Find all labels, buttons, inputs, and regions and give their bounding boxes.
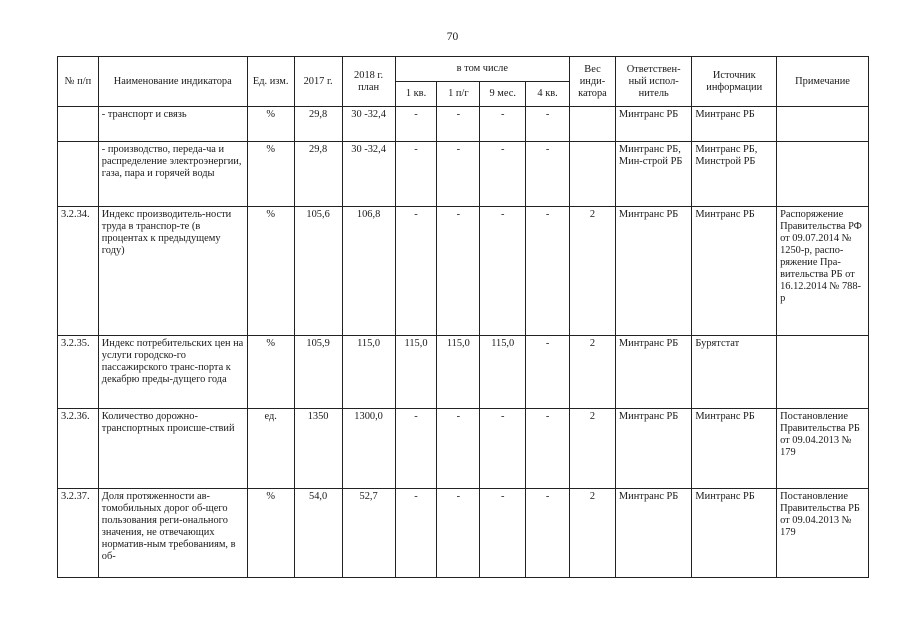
row-source: Бурятстат [692, 336, 777, 409]
row-9m: - [480, 409, 526, 489]
table-row [58, 489, 869, 578]
row-q1: - [395, 142, 437, 207]
row-q4: - [526, 107, 570, 142]
header-weight: Вес инди-катора [570, 57, 616, 107]
row-2018: 30 -32,4 [342, 107, 395, 142]
row-unit: % [247, 207, 294, 336]
row-q4: - [526, 409, 570, 489]
table-row [58, 336, 869, 409]
table-row [58, 207, 869, 336]
row-q1: - [395, 409, 437, 489]
row-num [58, 107, 99, 142]
row-unit: ед. [247, 409, 294, 489]
row-2017: 54,0 [294, 489, 342, 578]
row-note [777, 336, 869, 409]
header-q1: 1 кв. [395, 82, 437, 107]
table-row [58, 409, 869, 489]
row-2018: 52,7 [342, 489, 395, 578]
row-num [58, 142, 99, 207]
header-including: в том числе [395, 57, 569, 82]
row-2018: 115,0 [342, 336, 395, 409]
row-9m: - [480, 107, 526, 142]
row-unit: % [247, 107, 294, 142]
row-9m: 115,0 [480, 336, 526, 409]
row-weight: 2 [570, 489, 616, 578]
row-9m: - [480, 489, 526, 578]
row-note: Распоряжение Правительства РФ от 09.07.2014 № 1250-р, распо-ряжение Пра-вительства РБ от 16.12.2014 № 788-р [777, 207, 869, 336]
row-responsible: Минтранс РБ [615, 409, 692, 489]
header-num: № п/п [58, 57, 99, 107]
row-2018: 106,8 [342, 207, 395, 336]
header-row-1 [58, 57, 869, 82]
row-q1: - [395, 107, 437, 142]
header-2018: 2018 г. план [342, 57, 395, 107]
row-num: 3.2.37. [58, 489, 99, 578]
row-responsible: Минтранс РБ [615, 207, 692, 336]
header-h1: 1 п/г [437, 82, 480, 107]
row-weight: 2 [570, 207, 616, 336]
row-name: Доля протяженности ав-томобильных дорог об-щего пользования реги-онального значения, не отвечающих норматив-ным требованиям, в об- [98, 489, 247, 578]
row-responsible: Минтранс РБ [615, 336, 692, 409]
row-9m: - [480, 207, 526, 336]
row-2017: 105,6 [294, 207, 342, 336]
row-num: 3.2.34. [58, 207, 99, 336]
row-2017: 29,8 [294, 107, 342, 142]
row-responsible: Минтранс РБ, Мин-строй РБ [615, 142, 692, 207]
row-name: Индекс производитель-ности труда в транспор-те (в процентах к предыдущему году) [98, 207, 247, 336]
row-unit: % [247, 489, 294, 578]
row-note: Постановление Правительства РБ от 09.04.2013 № 179 [777, 489, 869, 578]
row-source: Минтранс РБ [692, 409, 777, 489]
row-note [777, 107, 869, 142]
row-q4: - [526, 336, 570, 409]
row-h1: - [437, 107, 480, 142]
table-row [58, 107, 869, 142]
row-note: Постановление Правительства РБ от 09.04.2013 № 179 [777, 409, 869, 489]
table-row [58, 142, 869, 207]
row-name: - производство, переда-ча и распределение электроэнергии, газа, пара и горячей воды [98, 142, 247, 207]
header-q4: 4 кв. [526, 82, 570, 107]
page-number: 70 [446, 31, 459, 43]
row-h1: - [437, 409, 480, 489]
header-note: Примечание [777, 57, 869, 107]
row-h1: 115,0 [437, 336, 480, 409]
row-responsible: Минтранс РБ [615, 489, 692, 578]
indicators-table [57, 56, 869, 578]
header-unit: Ед. изм. [247, 57, 294, 107]
row-source: Минтранс РБ [692, 107, 777, 142]
row-q1: - [395, 489, 437, 578]
row-q4: - [526, 142, 570, 207]
row-2018: 30 -32,4 [342, 142, 395, 207]
row-source: Минтранс РБ [692, 489, 777, 578]
row-weight [570, 107, 616, 142]
row-source: Минтранс РБ [692, 207, 777, 336]
row-weight: 2 [570, 409, 616, 489]
row-9m: - [480, 142, 526, 207]
header-name: Наименование индикатора [98, 57, 247, 107]
row-q1: - [395, 207, 437, 336]
header-source: Источник информации [692, 57, 777, 107]
row-h1: - [437, 142, 480, 207]
row-unit: % [247, 336, 294, 409]
row-2017: 105,9 [294, 336, 342, 409]
row-responsible: Минтранс РБ [615, 107, 692, 142]
header-9m: 9 мес. [480, 82, 526, 107]
row-weight: 2 [570, 336, 616, 409]
row-name: Индекс потребительских цен на услуги городско-го пассажирского транс-порта к декабрю преды-дущего года [98, 336, 247, 409]
row-q4: - [526, 489, 570, 578]
row-num: 3.2.36. [58, 409, 99, 489]
row-note [777, 142, 869, 207]
row-q1: 115,0 [395, 336, 437, 409]
row-name: Количество дорожно-транспортных происше-ствий [98, 409, 247, 489]
row-2017: 29,8 [294, 142, 342, 207]
header-2017: 2017 г. [294, 57, 342, 107]
row-q4: - [526, 207, 570, 336]
row-h1: - [437, 489, 480, 578]
row-name: - транспорт и связь [98, 107, 247, 142]
row-unit: % [247, 142, 294, 207]
row-2017: 1350 [294, 409, 342, 489]
header-responsible: Ответствен-ный испол-нитель [615, 57, 692, 107]
row-weight [570, 142, 616, 207]
row-source: Минтранс РБ, Минстрой РБ [692, 142, 777, 207]
row-h1: - [437, 207, 480, 336]
row-2018: 1300,0 [342, 409, 395, 489]
row-num: 3.2.35. [58, 336, 99, 409]
